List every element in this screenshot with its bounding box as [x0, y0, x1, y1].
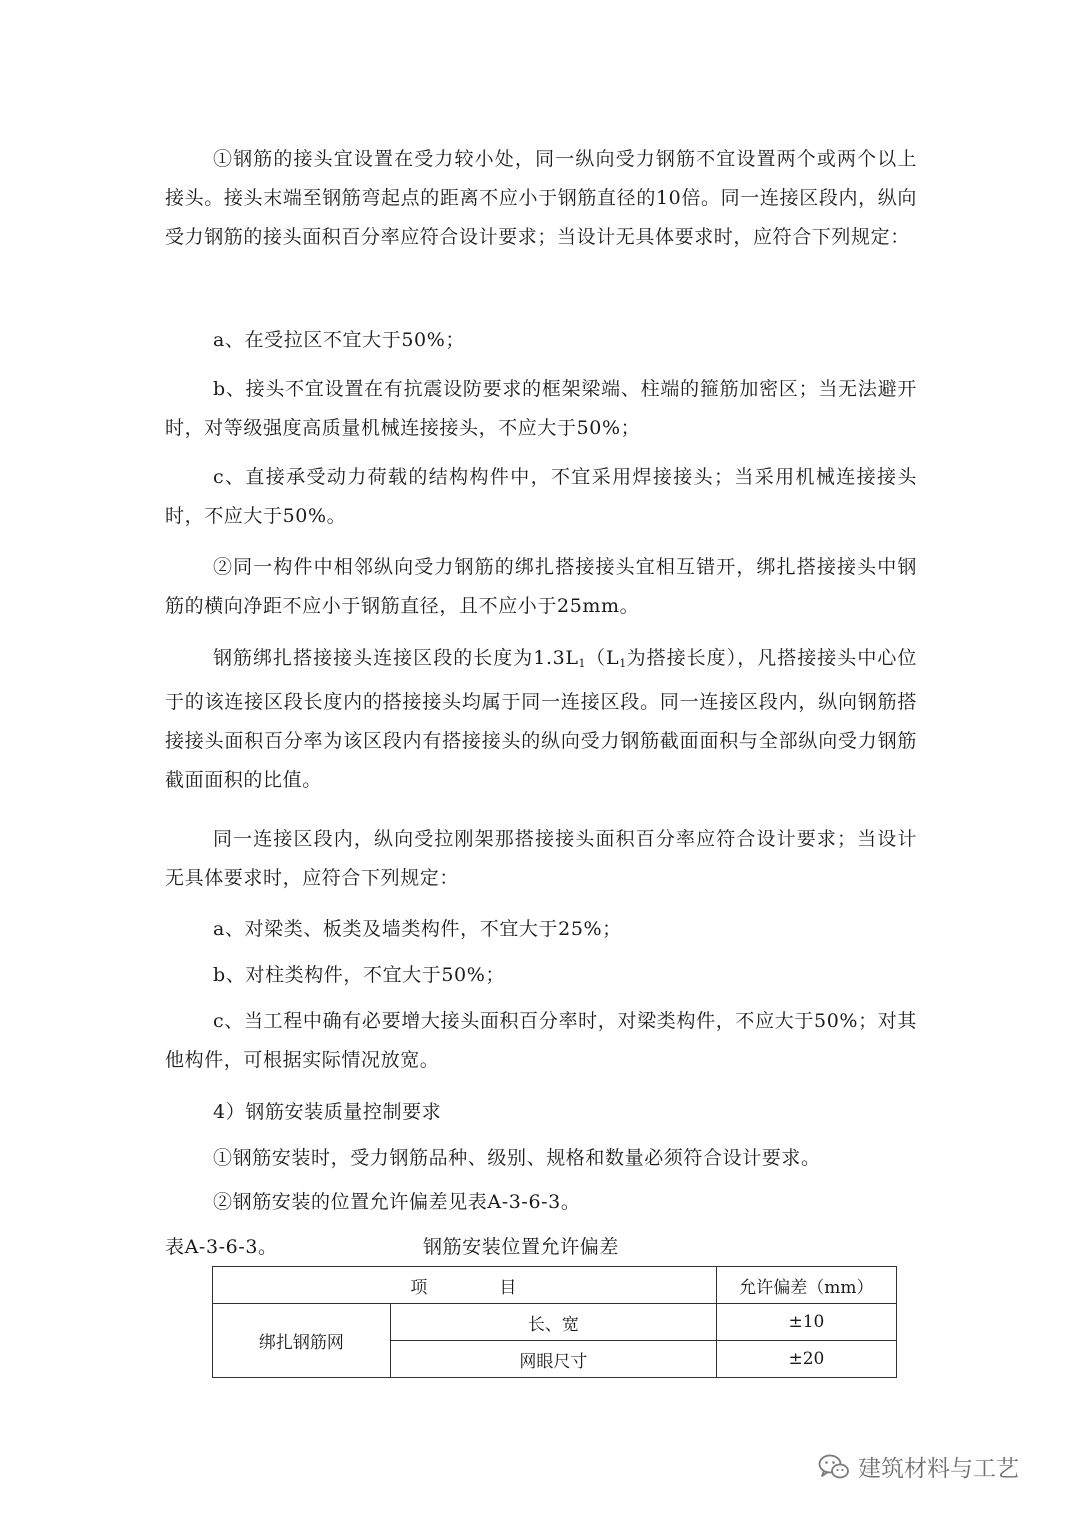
header-tolerance: 允许偏差（mm）	[716, 1267, 896, 1304]
tolerance-cell: ±10	[716, 1304, 896, 1341]
paragraph-seismic-zone: b、接头不宜设置在有抗震设防要求的框架梁端、柱端的箍筋加密区；当无法避开时，对等级强度高质量机械连接接头，不应大于50%；	[165, 378, 917, 439]
wechat-icon	[818, 1453, 850, 1481]
subscript-1: 1	[578, 657, 586, 670]
item-cell: 网眼尺寸	[390, 1341, 716, 1378]
lap-zone-text-a: 钢筋绑扎搭接接头连接区段的长度为1.3L	[213, 647, 579, 669]
paragraph-column: b、对柱类构件，不宜大于50%；	[213, 964, 505, 986]
watermark	[818, 1450, 1019, 1483]
paragraph-same-zone: 同一连接区段内，纵向受拉刚架那搭接接头面积百分率应符合设计要求；当设计无具体要求时，应符合下列规定：	[165, 828, 917, 889]
paragraph-installation-requirement: ①钢筋安装时，受力钢筋品种、级别、规格和数量必须符合设计要求。	[213, 1147, 821, 1169]
paragraph-dynamic-load: c、直接承受动力荷载的结构构件中，不宜采用焊接接头；当采用机械连接接头时，不应大于50%。	[165, 466, 917, 527]
table-row	[213, 1304, 897, 1341]
header-item-a: 项	[410, 1277, 430, 1298]
paragraph-lap-joint-stagger: ②同一构件中相邻纵向受力钢筋的绑扎搭接接头宜相互错开，绑扎搭接接头中钢筋的横向净距不应小于钢筋直径，且不应小于25mm。	[165, 556, 917, 617]
header-item-b: 目	[499, 1277, 519, 1298]
header-item	[213, 1267, 717, 1304]
table-caption-title: 钢筋安装位置允许偏差	[423, 1236, 620, 1258]
tolerance-table	[212, 1266, 897, 1378]
table-header-row	[213, 1267, 897, 1304]
lap-zone-text-c: 为搭接长度），凡搭接接头中心位于的该连接区段长度内的搭接接头均属于同一连接区段。同一连接区段内，纵向钢筋搭接接头面积百分率为该区段内有搭接接头的纵向受力钢筋截面面积与全部纵向受力钢筋截面面积的比值。	[165, 647, 917, 791]
group-label-cell: 绑扎钢筋网	[213, 1304, 391, 1378]
paragraph-section-heading: 4）钢筋安装质量控制要求	[213, 1101, 442, 1123]
paragraph-lap-zone-length	[165, 639, 917, 800]
paragraph-increase-ratio: c、当工程中确有必要增大接头面积百分率时，对梁类构件，不应大于50%；对其他构件，可根据实际情况放宽。	[165, 1010, 917, 1071]
tolerance-cell: ±20	[716, 1341, 896, 1378]
watermark-text: 建筑材料与工艺	[858, 1456, 1019, 1482]
paragraph-tension-zone: a、在受拉区不宜大于50%；	[213, 329, 465, 351]
lap-zone-text-b: （L	[585, 647, 620, 669]
paragraph-beam-slab-wall: a、对梁类、板类及墙类构件，不宜大于25%；	[213, 918, 622, 940]
table-caption-label: 表A-3-6-3。	[165, 1236, 278, 1258]
subscript-2: 1	[619, 657, 627, 670]
paragraph-table-reference: ②钢筋安装的位置允许偏差见表A-3-6-3。	[213, 1191, 581, 1213]
paragraph-joint-location: ①钢筋的接头宜设置在受力较小处，同一纵向受力钢筋不宜设置两个或两个以上接头。接头末端至钢筋弯起点的距离不应小于钢筋直径的10倍。同一连接区段内，纵向受力钢筋的接头面积百分率应符合设计要求；当设计无具体要求时，应符合下列规定：	[165, 148, 917, 248]
item-cell: 长、宽	[390, 1304, 716, 1341]
